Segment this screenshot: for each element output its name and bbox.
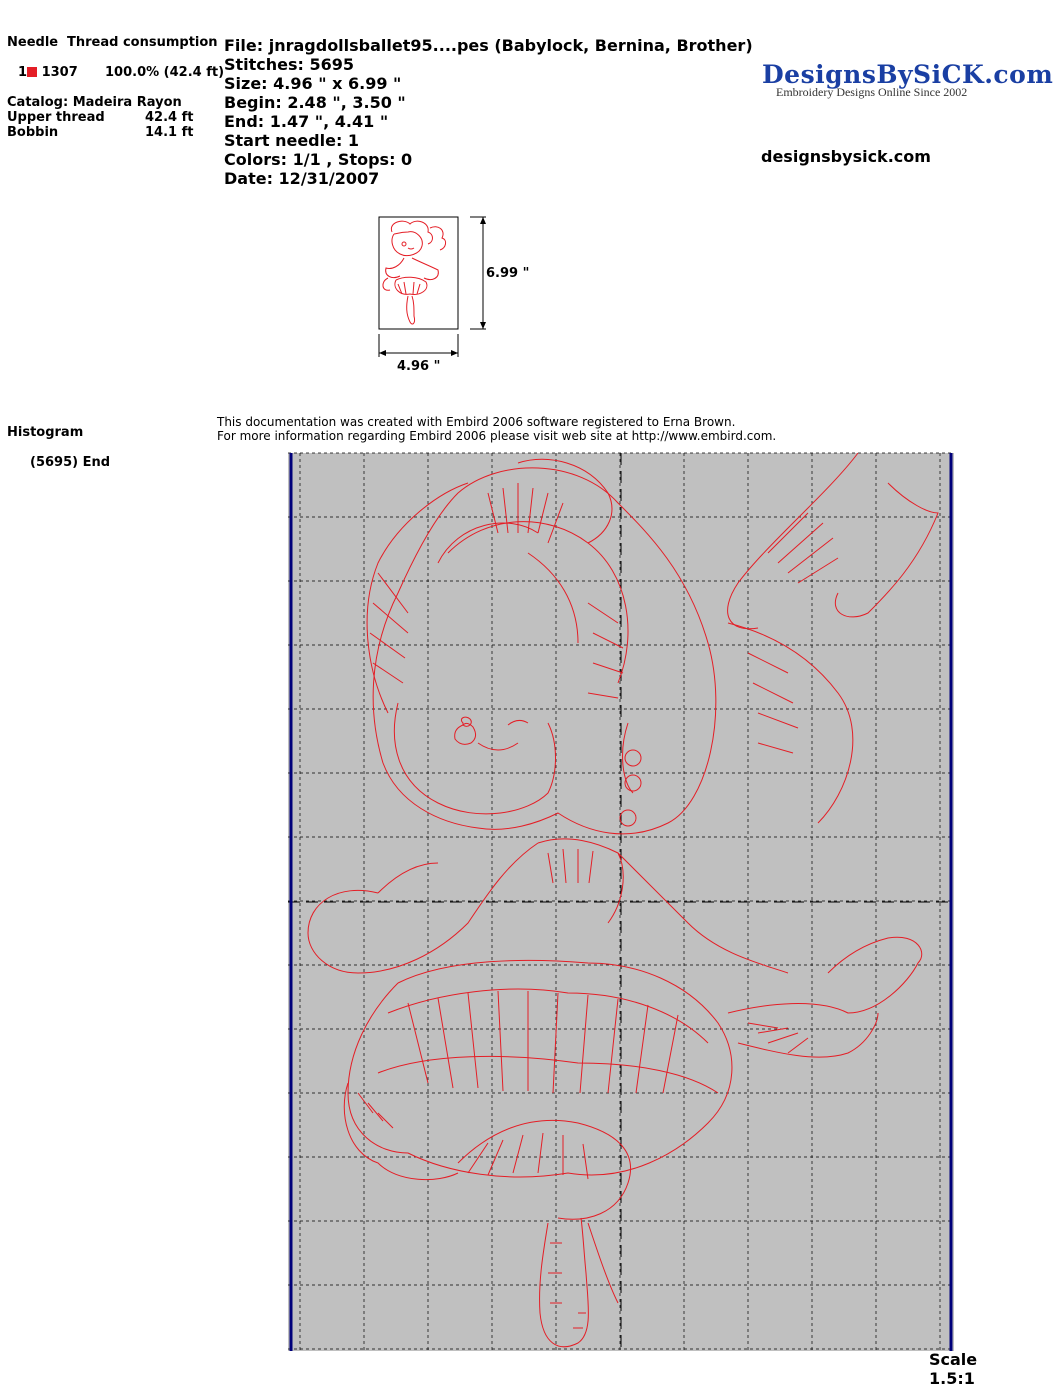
stitch-preview [288, 453, 954, 1351]
thread-consumption-value: 100.0% (42.4 ft) [105, 65, 225, 80]
thumbnail-height-label: 6.99 " [486, 266, 530, 281]
design-thumbnail [370, 210, 540, 375]
begin-position: Begin: 2.48 ", 3.50 " [224, 93, 406, 112]
thread-row [18, 65, 78, 80]
thumbnail-width-label: 4.96 " [397, 359, 441, 374]
end-position: End: 1.47 ", 4.41 " [224, 112, 389, 131]
software-notice-line2: For more information regarding Embird 2006 please visit web site at http://www.embird.com. [217, 429, 777, 443]
thread-color-swatch [27, 67, 37, 77]
histogram-title: Histogram [7, 425, 84, 440]
upper-thread-value: 42.4 ft [145, 110, 194, 125]
upper-thread-label: Upper thread [7, 110, 105, 125]
needle-number: 1 [18, 65, 28, 80]
bobbin-value: 14.1 ft [145, 125, 194, 140]
thumbnail-frame [379, 217, 458, 329]
colors-stops: Colors: 1/1 , Stops: 0 [224, 150, 413, 169]
brand-logo-text: DesignsBySiCK.com [762, 60, 1053, 89]
bobbin-label: Bobbin [7, 125, 59, 140]
thread-code: 1307 [41, 65, 78, 80]
histogram-entry: (5695) End [30, 455, 111, 470]
brand-tagline: Embroidery Designs Online Since 2002 [776, 85, 968, 99]
thread-consumption-header: Thread consumption [67, 35, 218, 50]
stitch-count: Stitches: 5695 [224, 55, 355, 74]
brand-website: designsbysick.com [761, 147, 931, 166]
design-date: Date: 12/31/2007 [224, 169, 380, 188]
software-notice-line1: This documentation was created with Embird 2006 software registered to Erna Brown. [217, 415, 736, 429]
preview-right-border [950, 453, 953, 1351]
brand-logo [762, 60, 1053, 100]
catalog-label: Catalog: Madeira Rayon [7, 95, 182, 110]
needle-column-header: Needle [7, 35, 59, 50]
file-name: File: jnragdollsballet95....pes (Babylock, Bernina, Brother) [224, 36, 753, 55]
start-needle: Start needle: 1 [224, 131, 360, 150]
design-size: Size: 4.96 " x 6.99 " [224, 74, 402, 93]
preview-left-border [290, 453, 293, 1351]
file-info-block [224, 36, 753, 188]
scale-label: Scale 1.5:1 [929, 1350, 978, 1388]
